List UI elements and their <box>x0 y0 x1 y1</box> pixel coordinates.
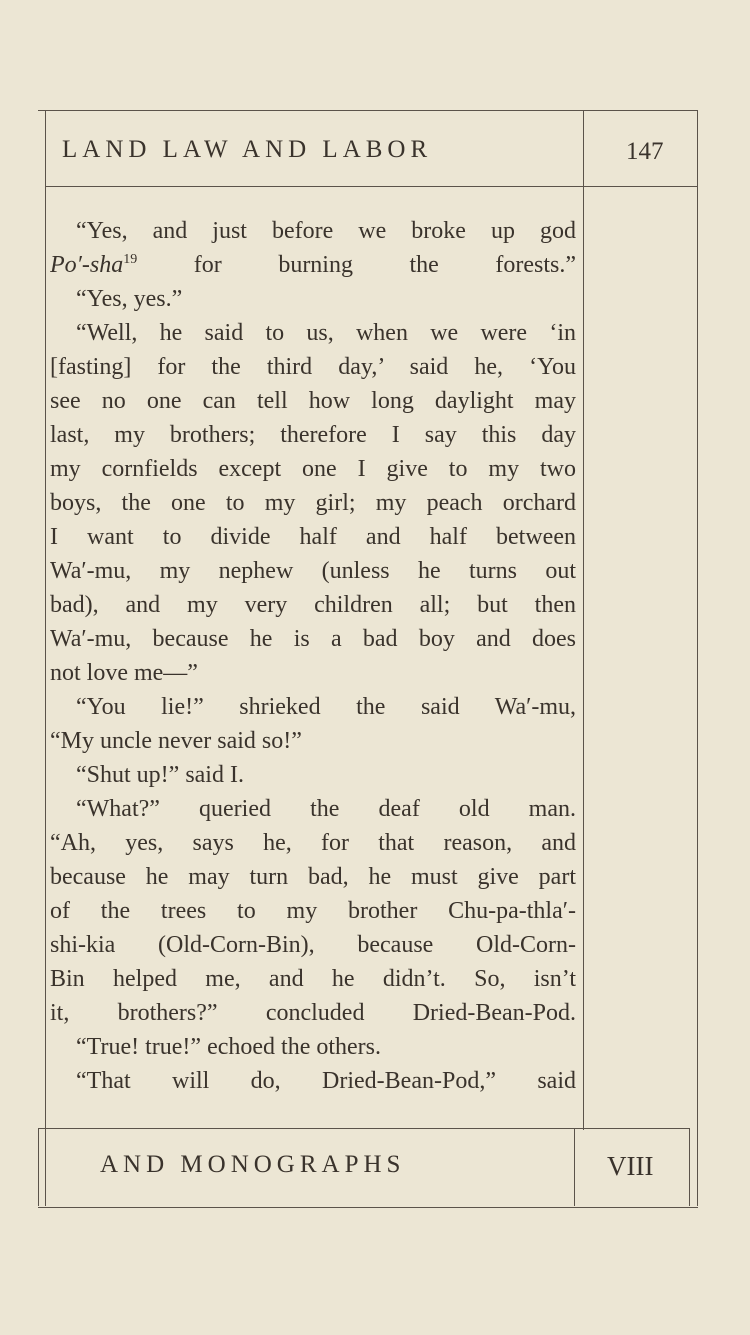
text-line: shi-kia (Old-Corn-Bin), because Old-Corn- <box>50 932 576 958</box>
footer-left-border <box>38 1128 39 1206</box>
text-line: because he may turn bad, he must give part <box>50 864 576 890</box>
text-line: “Yes, and just before we broke up god <box>76 218 576 244</box>
text-line: boys, the one to my girl; my peach orchard <box>50 490 576 516</box>
running-head-title: LAND LAW AND LABOR <box>62 136 433 163</box>
volume-number: VIII <box>607 1151 654 1181</box>
text-line: Bin helped me, and he didn’t. So, isn’t <box>50 966 576 992</box>
body-text <box>50 214 576 1098</box>
text-line: Wa′-mu, my nephew (unless he turns out <box>50 558 576 584</box>
text-line: not love me—” <box>50 660 198 686</box>
footnote-marker: 19 <box>123 252 138 267</box>
footer-right-border <box>689 1128 690 1206</box>
text-line <box>50 248 576 282</box>
right-border <box>697 110 698 1206</box>
text-line: of the trees to my brother Chu-pa-thla′- <box>50 898 576 924</box>
text-line: “Shut up!” said I. <box>76 762 244 788</box>
text-line: “What?” queried the deaf old man. <box>76 796 576 822</box>
text-line: “Ah, yes, says he, for that reason, and <box>50 830 576 856</box>
text-line: “You lie!” shrieked the said Wa′-mu, <box>76 694 576 720</box>
text-line: “Yes, yes.” <box>76 286 183 312</box>
text-line: I want to divide half and half between <box>50 524 576 550</box>
header-bottom-rule <box>45 186 697 187</box>
text-line: “That will do, Dried-Bean-Pod,” said <box>76 1068 576 1094</box>
text-line: see no one can tell how long daylight may <box>50 388 576 414</box>
footer-divider <box>574 1128 575 1206</box>
running-foot-title: AND MONOGRAPHS <box>100 1151 406 1178</box>
footer-top-rule <box>38 1128 690 1129</box>
text-line: Wa′-mu, because he is a bad boy and does <box>50 626 576 652</box>
text-line: bad), and my very children all; but then <box>50 592 576 618</box>
text-line: my cornfields except one I give to my two <box>50 456 576 482</box>
text-line: “My uncle never said so!” <box>50 728 302 754</box>
left-border <box>45 110 46 1206</box>
header-divider <box>583 110 584 1130</box>
page-number: 147 <box>626 138 664 165</box>
italic-name: Po′-sha <box>50 252 124 278</box>
text-line: it, brothers?” concluded Dried-Bean-Pod. <box>50 1000 576 1026</box>
text-fragment: for burning the forests.” <box>193 252 576 278</box>
text-line: last, my brothers; therefore I say this day <box>50 422 576 448</box>
text-line: “True! true!” echoed the others. <box>76 1034 381 1060</box>
text-line: [fasting] for the third day,’ said he, ‘You <box>50 354 576 380</box>
text-line: “Well, he said to us, when we were ‘in <box>76 320 576 346</box>
